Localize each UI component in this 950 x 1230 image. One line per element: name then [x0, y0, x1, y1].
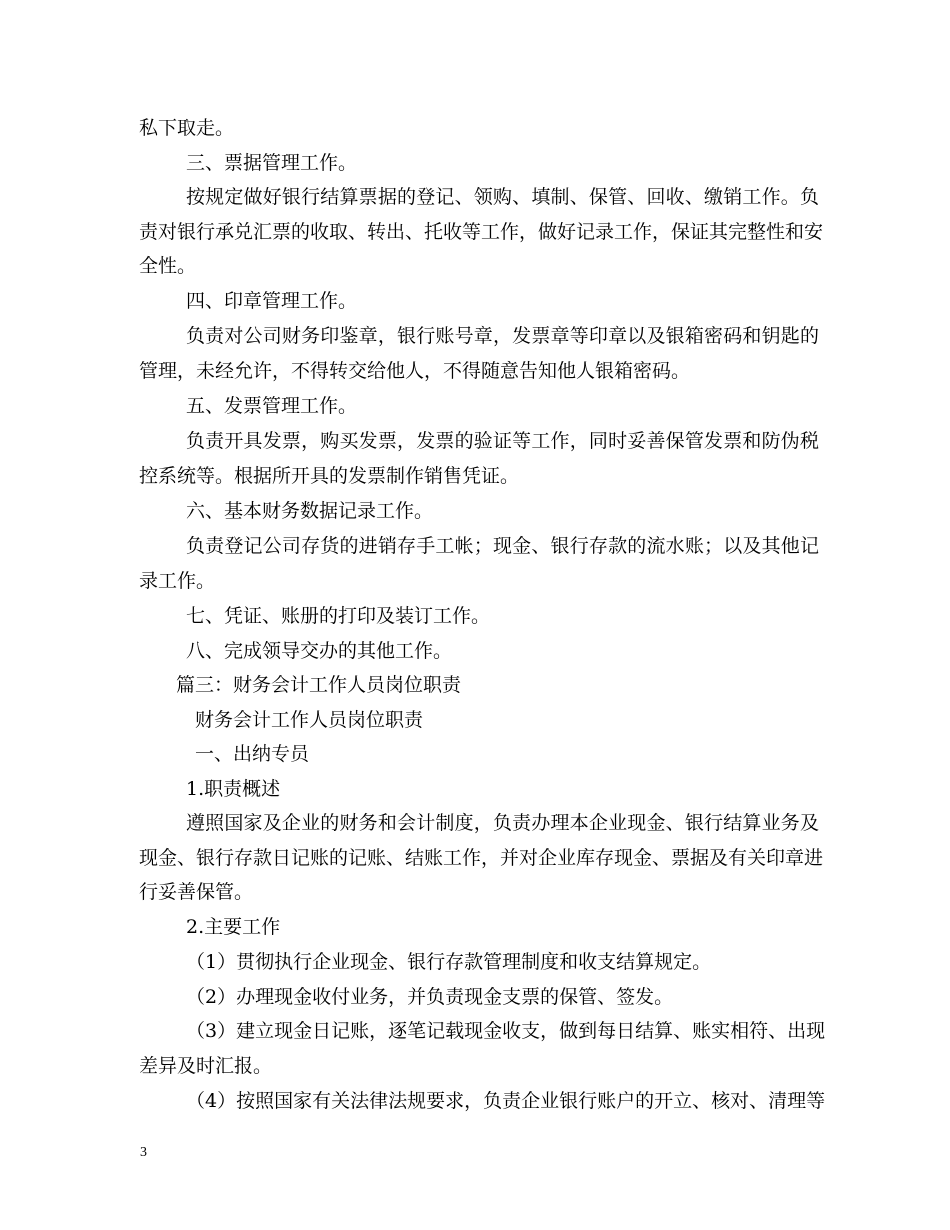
subsection-heading: 2.主要工作: [186, 916, 281, 938]
text-line: 现金、银行存款日记账的记账、结账工作，并对企业库存现金、票据及有关印章进: [139, 847, 824, 869]
chapter-heading: 篇三：财务会计工作人员岗位职责: [176, 674, 462, 696]
text-line: 私下取走。: [139, 117, 235, 139]
text-line: 控系统等。根据所开具的发票制作销售凭证。: [139, 465, 520, 487]
list-item: （1）贯彻执行企业现金、银行存款管理制度和收支结算规定。: [186, 951, 712, 973]
page-number: 3: [140, 1145, 147, 1160]
text-line: 责对银行承兑汇票的收取、转出、托收等工作，做好记录工作，保证其完整性和安: [139, 221, 824, 243]
section-heading: 三、票据管理工作。: [186, 152, 358, 174]
section-heading: 一、出纳专员: [195, 743, 310, 765]
text-line: 负责对公司财务印鉴章，银行账号章，发票章等印章以及银箱密码和钥匙的: [186, 325, 819, 347]
text-line: 差异及时汇报。: [139, 1055, 273, 1077]
document-title: 财务会计工作人员岗位职责: [195, 709, 424, 731]
text-line: 按规定做好银行结算票据的登记、领购、填制、保管、回收、缴销工作。负: [186, 186, 819, 208]
section-heading: 四、印章管理工作。: [186, 290, 358, 312]
subsection-heading: 1.职责概述: [186, 778, 281, 800]
text-line: 遵照国家及企业的财务和会计制度，负责办理本企业现金、银行结算业务及: [186, 812, 819, 834]
section-heading: 八、完成领导交办的其他工作。: [186, 640, 453, 662]
text-line: 负责登记公司存货的进销存手工帐；现金、银行存款的流水账；以及其他记: [186, 535, 819, 557]
list-item: （2）办理现金收付业务，并负责现金支票的保管、签发。: [186, 986, 674, 1008]
list-item: （4）按照国家有关法律法规要求，负责企业银行账户的开立、核对、清理等: [186, 1090, 826, 1112]
section-heading: 七、凭证、账册的打印及装订工作。: [186, 605, 491, 627]
text-line: 录工作。: [139, 570, 216, 592]
text-line: 行妥善保管。: [139, 881, 254, 903]
section-heading: 六、基本财务数据记录工作。: [186, 500, 434, 522]
section-heading: 五、发票管理工作。: [186, 395, 358, 417]
list-item: （3）建立现金日记账，逐笔记载现金收支，做到每日结算、账实相符、出现: [186, 1020, 826, 1042]
text-line: 管理，未经允许，不得转交给他人，不得随意告知他人银箱密码。: [139, 360, 691, 382]
text-line: 负责开具发票，购买发票，发票的验证等工作，同时妥善保管发票和防伪税: [186, 430, 819, 452]
text-line: 全性。: [139, 255, 197, 277]
